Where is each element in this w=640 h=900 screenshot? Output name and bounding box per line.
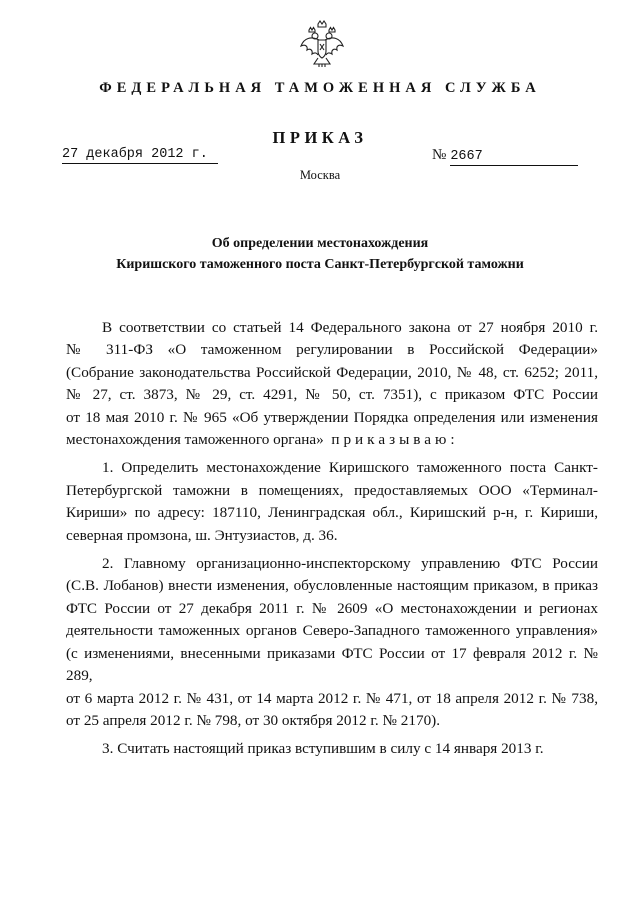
item-2 <box>66 553 598 732</box>
title-line-1: Об определении местонахождения <box>211 236 429 251</box>
number-label: № <box>432 147 447 163</box>
preamble-line: В соответствии со статьей 14 Федерального закона от 27 ноября 2010 г. <box>102 319 598 336</box>
item-line: 1. Определить местонахождение Киришского таможенного поста Санкт- <box>102 459 598 477</box>
item-3 <box>66 738 598 760</box>
preamble-line: № 311-ФЗ «О таможенном регулировании в Российской Федерации» <box>66 341 598 359</box>
preamble-paragraph <box>66 317 598 451</box>
number-value: 2667 <box>450 149 578 166</box>
item-line: (С.В. Лобанов) внести изменения, обусловленные настоящим приказом, в приказ <box>66 577 598 595</box>
title-line-2: Киришского таможенного поста Санкт-Петербургской таможни <box>116 257 524 272</box>
preamble-line: от 18 мая 2010 г. № 965 «Об утверждении Порядка определения или изменения <box>66 408 598 426</box>
item-1 <box>66 457 598 547</box>
order-number <box>432 147 590 166</box>
item-line: деятельности таможенных органов Северо-Западного таможенного управления» <box>66 622 598 640</box>
preamble-line: (Собрание законодательства Российской Федерации, 2010, № 48, ст. 6252; 2011, <box>66 363 598 381</box>
item-line: северная промзона, ш. Энтузиастов, д. 36. <box>66 526 338 544</box>
item-line: Петербургской таможни в помещениях, предоставляемых ООО «Терминал- <box>66 481 598 499</box>
preamble-line: местонахождения таможенного органа» <box>66 431 324 449</box>
coat-of-arms-icon <box>299 20 345 68</box>
item-line: от 6 марта 2012 г. № 431, от 14 марта 2012 г. № 471, от 18 апреля 2012 г. № 738, <box>66 689 598 707</box>
agency-name: ФЕДЕРАЛЬНАЯ ТАМОЖЕННАЯ СЛУЖБА <box>99 80 541 96</box>
item-line: Кириши» по адресу: 187110, Ленинградская обл., Киришский р-н, г. Кириши, <box>66 504 598 522</box>
order-title <box>60 233 580 275</box>
order-word: приказываю: <box>331 431 459 449</box>
item-line: ФТС России от 27 декабря 2011 г. № 2609 «О местонахождении и регионах <box>66 599 598 617</box>
item-line: (с изменениями, внесенными приказами ФТС России от 17 февраля 2012 г. № 289, <box>66 644 598 685</box>
item-line: 3. Считать настоящий приказ вступившим в силу с 14 января 2013 г. <box>102 740 544 758</box>
item-line: 2. Главному организационно-инспекторскому управлению ФТС России <box>102 555 598 573</box>
preamble-line: № 27, ст. 3873, № 29, ст. 4291, № 50, ст. 7351), с приказом ФТС России <box>66 386 598 404</box>
document-type: ПРИКАЗ <box>272 128 368 147</box>
order-date: 27 декабря 2012 г. <box>62 147 218 164</box>
city: Москва <box>299 168 341 182</box>
preamble-last-line <box>66 429 598 451</box>
order-body <box>66 317 598 761</box>
item-line: от 25 апреля 2012 г. № 798, от 30 октября 2012 г. № 2170). <box>66 711 441 729</box>
